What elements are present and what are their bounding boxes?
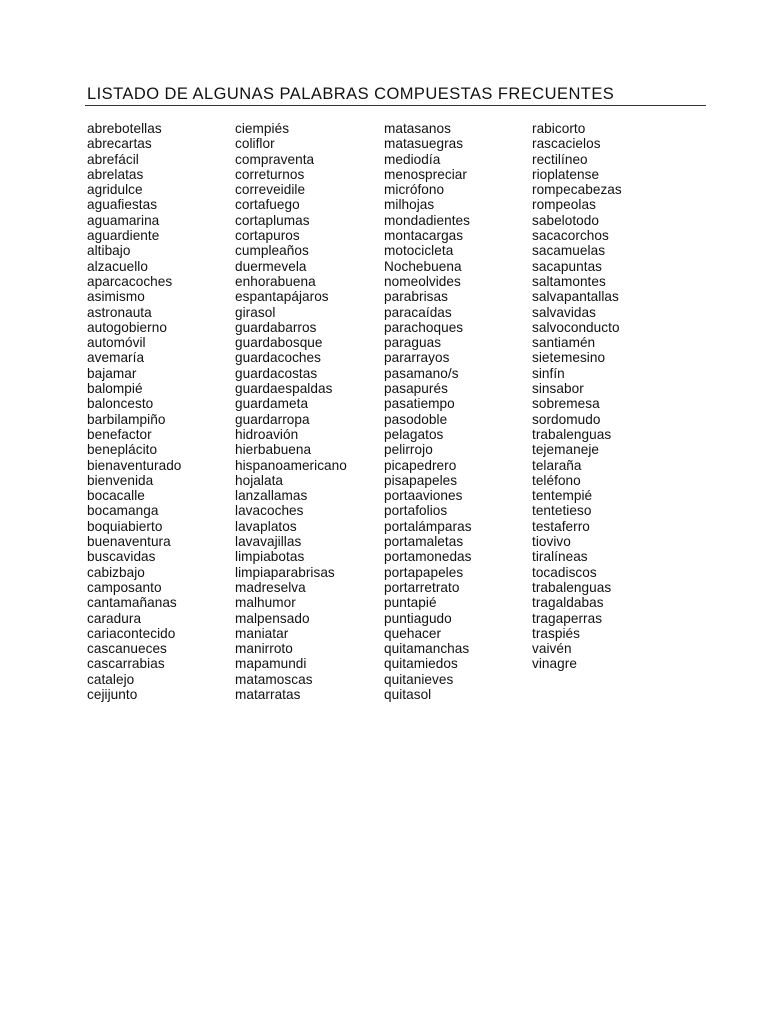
word-item: aparcacoches	[87, 273, 173, 289]
word-column-4	[532, 121, 622, 672]
word-item: quitamanchas	[384, 641, 470, 657]
word-item: enhorabuena	[235, 273, 316, 289]
word-item: buenaventura	[87, 534, 171, 550]
word-item: tiralíneas	[532, 549, 588, 565]
word-item: rectilíneo	[532, 151, 588, 167]
word-item: picapedrero	[384, 457, 457, 473]
word-item: boquiabierto	[87, 518, 163, 534]
word-item: menospreciar	[384, 166, 467, 182]
word-item: portaaviones	[384, 488, 463, 504]
word-item: manirroto	[235, 641, 293, 657]
word-item: aguamarina	[87, 212, 160, 228]
word-item: pasamano/s	[384, 365, 459, 381]
word-item: cabizbajo	[87, 564, 145, 580]
word-item: teléfono	[532, 472, 581, 488]
word-item: bajamar	[87, 365, 137, 381]
word-item: puntiagudo	[384, 610, 452, 626]
word-item: aguafiestas	[87, 197, 158, 213]
word-item: compraventa	[235, 151, 315, 167]
word-item: hidroavión	[235, 426, 299, 442]
word-item: salvavidas	[532, 304, 596, 320]
word-item: ciempiés	[235, 121, 290, 136]
word-item: paracaídas	[384, 304, 452, 320]
word-item: portamonedas	[384, 549, 472, 565]
word-item: abrebotellas	[87, 121, 162, 136]
word-item: benefactor	[87, 426, 152, 442]
word-item: salvapantallas	[532, 289, 619, 305]
word-item: parabrisas	[384, 289, 448, 305]
word-item: mondadientes	[384, 212, 470, 228]
word-item: parachoques	[384, 319, 464, 335]
word-item: bienaventurado	[87, 457, 182, 473]
word-item: motocicleta	[384, 243, 454, 259]
word-item: malhumor	[235, 595, 296, 611]
word-item: bocacalle	[87, 488, 145, 504]
word-item: cortapuros	[235, 228, 300, 244]
word-item: caradura	[87, 610, 142, 626]
title-underline	[85, 105, 706, 106]
word-item: sacacorchos	[532, 228, 609, 244]
word-item: paraguas	[384, 335, 442, 351]
word-item: astronauta	[87, 304, 152, 320]
word-item: girasol	[235, 304, 276, 320]
word-item: sabelotodo	[532, 212, 600, 228]
word-item: correveidile	[235, 182, 306, 198]
word-item: portafolios	[384, 503, 448, 519]
word-item: guardacostas	[235, 365, 318, 381]
word-item: guardabarros	[235, 319, 317, 335]
word-item: hojalata	[235, 472, 284, 488]
word-item: abrefácil	[87, 151, 139, 167]
word-item: mediodía	[384, 151, 441, 167]
word-item: pisapapeles	[384, 472, 458, 488]
word-item: micrófono	[384, 182, 445, 198]
word-item: barbilampiño	[87, 411, 166, 427]
word-item: cariacontecido	[87, 625, 176, 641]
word-item: rompeolas	[532, 197, 596, 213]
word-item: pelirrojo	[384, 442, 433, 458]
word-item: matasanos	[384, 121, 451, 136]
word-item: lavaplatos	[235, 518, 297, 534]
word-item: trabalenguas	[532, 426, 612, 442]
word-item: bocamanga	[87, 503, 159, 519]
word-column-1	[87, 121, 181, 702]
word-item: hispanoamericano	[235, 457, 347, 473]
word-item: aguardiente	[87, 228, 160, 244]
word-item: espantapájaros	[235, 289, 329, 305]
word-item: saltamontes	[532, 273, 606, 289]
word-item: telaraña	[532, 457, 582, 473]
word-item: cascarrabias	[87, 656, 165, 672]
word-item: Nochebuena	[384, 258, 462, 274]
word-item: guardabosque	[235, 335, 323, 351]
word-item: traspiés	[532, 625, 580, 641]
word-item: tiovivo	[532, 534, 571, 550]
word-item: quehacer	[384, 625, 442, 641]
word-item: limpiaparabrisas	[235, 564, 335, 580]
word-item: limpiabotas	[235, 549, 305, 565]
word-item: correturnos	[235, 166, 305, 182]
word-item: matasuegras	[384, 136, 464, 152]
word-item: guardarropa	[235, 411, 310, 427]
word-item: testaferro	[532, 518, 590, 534]
word-item: tocadiscos	[532, 564, 597, 580]
word-item: baloncesto	[87, 396, 154, 412]
word-item: balompié	[87, 381, 143, 397]
word-item: abrelatas	[87, 166, 144, 182]
word-item: sietemesino	[532, 350, 606, 366]
word-item: autogobierno	[87, 319, 167, 335]
page-title: LISTADO DE ALGUNAS PALABRAS COMPUESTAS FRECUENTES	[87, 85, 615, 103]
word-item: vinagre	[532, 656, 577, 672]
word-item: sobremesa	[532, 396, 600, 412]
word-item: rioplatense	[532, 166, 600, 182]
word-item: madreselva	[235, 579, 306, 595]
word-item: agridulce	[87, 182, 143, 198]
word-item: pararrayos	[384, 350, 450, 366]
word-item: milhojas	[384, 197, 435, 213]
word-column-3	[384, 121, 472, 702]
word-item: cascanueces	[87, 641, 167, 657]
word-item: montacargas	[384, 228, 464, 244]
word-item: tragaperras	[532, 610, 603, 626]
word-item: catalejo	[87, 671, 135, 687]
word-item: duermevela	[235, 258, 307, 274]
word-item: santiamén	[532, 335, 596, 351]
word-item: portamaletas	[384, 534, 464, 550]
word-item: puntapié	[384, 595, 437, 611]
word-item: pasatiempo	[384, 396, 455, 412]
word-item: portalámparas	[384, 518, 472, 534]
word-item: malpensado	[235, 610, 310, 626]
word-item: cumpleaños	[235, 243, 309, 259]
word-item: vaivén	[532, 641, 572, 657]
word-item: quitamiedos	[384, 656, 458, 672]
word-item: matarratas	[235, 686, 301, 702]
word-item: quitanieves	[384, 671, 454, 687]
word-item: tentempié	[532, 488, 593, 504]
word-item: tejemaneje	[532, 442, 600, 458]
word-item: hierbabuena	[235, 442, 312, 458]
word-item: quitasol	[384, 686, 432, 702]
word-item: matamoscas	[235, 671, 313, 687]
word-item: rabicorto	[532, 121, 586, 136]
word-item: cantamañanas	[87, 595, 177, 611]
word-item: sordomudo	[532, 411, 601, 427]
word-item: sinsabor	[532, 381, 584, 397]
word-item: pasapurés	[384, 381, 448, 397]
word-item: sacapuntas	[532, 258, 603, 274]
word-item: coliflor	[235, 136, 275, 152]
word-item: lavacoches	[235, 503, 304, 519]
word-item: portapapeles	[384, 564, 464, 580]
word-item: rompecabezas	[532, 182, 622, 198]
word-item: rascacielos	[532, 136, 601, 152]
word-item: tragaldabas	[532, 595, 604, 611]
word-item: bienvenida	[87, 472, 154, 488]
word-item: automóvil	[87, 335, 146, 351]
word-column-2	[235, 121, 347, 702]
word-item: guardaespaldas	[235, 381, 333, 397]
word-item: trabalenguas	[532, 579, 612, 595]
word-item: sacamuelas	[532, 243, 606, 259]
word-item: alzacuello	[87, 258, 148, 274]
word-item: nomeolvides	[384, 273, 461, 289]
word-item: altibajo	[87, 243, 131, 259]
word-item: avemaría	[87, 350, 145, 366]
word-item: lanzallamas	[235, 488, 308, 504]
word-item: beneplácito	[87, 442, 158, 458]
word-item: abrecartas	[87, 136, 152, 152]
word-item: cortaplumas	[235, 212, 310, 228]
word-item: guardameta	[235, 396, 309, 412]
word-item: tentetieso	[532, 503, 592, 519]
word-item: portarretrato	[384, 579, 460, 595]
word-item: guardacoches	[235, 350, 321, 366]
word-item: pasodoble	[384, 411, 448, 427]
word-item: buscavidas	[87, 549, 156, 565]
word-item: asimismo	[87, 289, 145, 305]
word-item: salvoconducto	[532, 319, 620, 335]
word-item: cejijunto	[87, 686, 138, 702]
word-item: mapamundi	[235, 656, 307, 672]
word-item: cortafuego	[235, 197, 300, 213]
word-item: lavavajillas	[235, 534, 302, 550]
word-item: pelagatos	[384, 426, 444, 442]
word-item: sinfín	[532, 365, 565, 381]
word-item: camposanto	[87, 579, 162, 595]
word-item: maniatar	[235, 625, 289, 641]
